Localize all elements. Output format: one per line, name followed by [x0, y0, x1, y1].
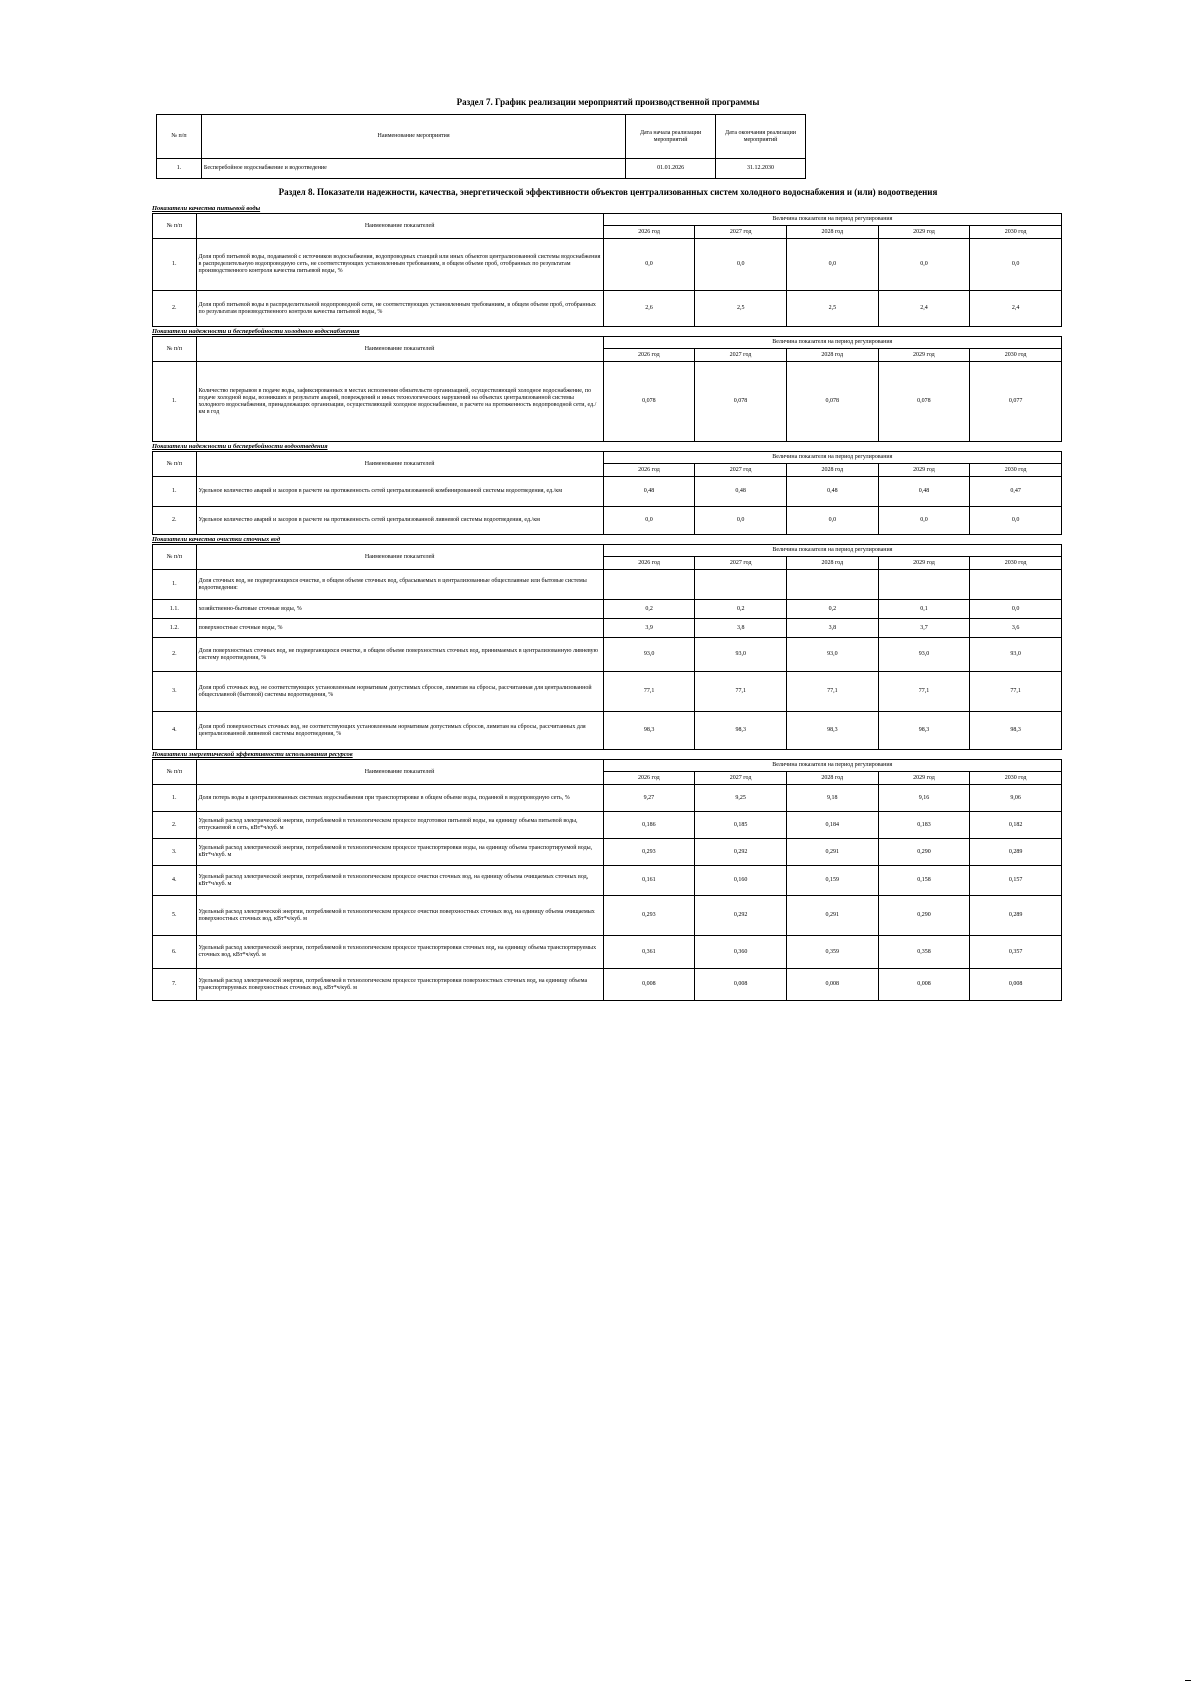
indicator-value: 0,078 [878, 362, 970, 442]
table-row [153, 600, 1062, 619]
year-header: 2028 год [786, 464, 878, 477]
indicator-value: 2,5 [787, 291, 879, 327]
table-row [153, 570, 1062, 600]
table-row [153, 507, 1062, 535]
indicator-value: 98,3 [878, 712, 970, 750]
schedule-end-header: Дата окончания реализации мероприятий [716, 115, 806, 159]
indicator-value [970, 570, 1062, 600]
indicator-value: 0,48 [878, 477, 970, 507]
indicator-value: 0,2 [603, 600, 695, 619]
row-number: 1. [153, 477, 197, 507]
indicator-name: Доля проб питьевой воды, подаваемой с источников водоснабжения, водопроводных станций или иных объектов централизованной системы водоснабжения в распределительную водопроводную сеть, не соответствующих установленным требованиям, в общем объеме проб, отобранных по результатам производственного контроля качества питьевой воды, % [196, 239, 603, 291]
indicator-value: 9,25 [695, 785, 787, 812]
row-number: 2. [153, 291, 197, 327]
table-row [153, 866, 1062, 896]
year-header: 2028 год [787, 557, 879, 570]
indicator-table [152, 544, 1062, 750]
indicator-value: 93,0 [970, 638, 1062, 672]
indicator-table [152, 451, 1062, 535]
table-row [153, 812, 1062, 839]
indicator-name: Доля поверхностных сточных вод, не подвергающихся очистке, в общем объеме поверхностных сточных вод, принимаемых в централизованную ливневую систему водоотведения, % [196, 638, 603, 672]
schedule-row-num: 1. [157, 159, 202, 179]
schedule-row [157, 159, 806, 179]
year-header: 2030 год [970, 772, 1062, 785]
indicator-value: 0,291 [786, 896, 878, 936]
indicator-value: 0,48 [603, 477, 695, 507]
indicator-value: 0,290 [878, 896, 970, 936]
row-number: 1. [153, 785, 197, 812]
indicator-value: 93,0 [787, 638, 879, 672]
indicator-value [787, 570, 879, 600]
indicator-value: 0,291 [786, 839, 878, 866]
indicator-name: Доля потерь воды в централизованных системах водоснабжения при транспортировке в общем объеме воды, поданной в водопроводную сеть, % [196, 785, 603, 812]
table-row [153, 477, 1062, 507]
year-header: 2027 год [695, 226, 787, 239]
num-header: № п/п [153, 214, 197, 239]
indicator-name: Удельное количество аварий и засоров в расчете на протяженность сетей централизованной ливневой системы водоотведения, ед./км [196, 507, 603, 535]
year-header: 2028 год [787, 226, 879, 239]
indicator-value: 0,361 [603, 936, 695, 969]
table-row [153, 362, 1062, 442]
indicator-table-caption: Показатели качества питьевой воды [152, 205, 261, 212]
row-number: 6. [153, 936, 197, 969]
indicator-value: 98,3 [787, 712, 879, 750]
year-header: 2028 год [786, 772, 878, 785]
indicator-value: 2,5 [695, 291, 787, 327]
row-number: 4. [153, 712, 197, 750]
year-header: 2030 год [970, 226, 1062, 239]
table-row [153, 785, 1062, 812]
indicator-value: 93,0 [695, 638, 787, 672]
indicator-name: Удельный расход электрической энергии, потребляемой в технологическом процессе транспортировки воды, на единицу объема транспортируемой воды, кВт*ч/куб. м [196, 839, 603, 866]
schedule-row-name: Бесперебойное водоснабжение и водоотведение [201, 159, 625, 179]
num-header: № п/п [153, 452, 197, 477]
indicator-name: Удельный расход электрической энергии, потребляемой в технологическом процессе очистки поверхностных сточных вод, на единицу объема очищаемых поверхностных сточных вод, кВт*ч/куб. м [196, 896, 603, 936]
indicator-value: 0,0 [786, 507, 878, 535]
page-edge-mark [1185, 1680, 1191, 1681]
indicator-value: 0,0 [603, 507, 695, 535]
indicator-name: Количество перерывов в подаче воды, зафиксированных в местах исполнения обязательств организацией, осуществляющей холодное водоснабжение, по подаче холодной воды, возникших в результате аварий, повреждений и иных технологических нарушений на объектах централизованной системы холодного водоснабжения, принадлежащих организации, осуществляющей холодное водоснабжение, в расчете на протяженность водопроводной сети, ед./км в год [196, 362, 603, 442]
table-row [153, 896, 1062, 936]
indicator-value: 0,0 [970, 507, 1062, 535]
name-header: Наименование показателей [196, 337, 603, 362]
indicator-value: 0,078 [695, 362, 787, 442]
section7-title: Раздел 7. График реализации мероприятий производственной программы [456, 97, 760, 107]
row-number: 3. [153, 839, 197, 866]
indicator-value: 0,1 [878, 600, 970, 619]
indicator-value [603, 570, 695, 600]
indicator-value: 0,292 [695, 896, 787, 936]
indicator-value: 98,3 [603, 712, 695, 750]
indicator-value: 0,184 [786, 812, 878, 839]
indicator-value: 0,0 [970, 600, 1062, 619]
indicator-value: 0,077 [970, 362, 1062, 442]
year-header: 2030 год [970, 464, 1062, 477]
indicator-table-caption: Показатели надежности и бесперебойности водоотведения [152, 443, 328, 450]
indicator-value: 93,0 [603, 638, 695, 672]
indicator-table-caption: Показатели энергетической эффективности использования ресурсов [152, 751, 353, 758]
year-header: 2026 год [603, 772, 695, 785]
row-number: 5. [153, 896, 197, 936]
row-number: 1.1. [153, 600, 197, 619]
indicator-value: 2,6 [603, 291, 695, 327]
schedule-name-header: Наименование мероприятия [201, 115, 625, 159]
row-number: 4. [153, 866, 197, 896]
year-header: 2027 год [695, 772, 787, 785]
table-row [153, 638, 1062, 672]
indicator-value: 0,186 [603, 812, 695, 839]
indicator-value: 0,0 [878, 239, 970, 291]
period-header: Величина показателя на период регулирования [603, 214, 1061, 226]
year-header: 2026 год [603, 557, 695, 570]
row-number: 1. [153, 362, 197, 442]
indicator-value: 0,159 [786, 866, 878, 896]
indicator-value: 77,1 [787, 672, 879, 712]
name-header: Наименование показателей [196, 214, 603, 239]
year-header: 2027 год [695, 349, 787, 362]
num-header: № п/п [153, 337, 197, 362]
indicator-value: 0,008 [695, 969, 787, 1001]
year-header: 2030 год [970, 557, 1062, 570]
indicator-value: 3,8 [787, 619, 879, 638]
indicator-value: 0,358 [878, 936, 970, 969]
period-header: Величина показателя на период регулирования [603, 760, 1061, 772]
schedule-start-header: Дата начала реализации мероприятий [626, 115, 716, 159]
table-row [153, 672, 1062, 712]
indicator-value: 0,0 [695, 507, 787, 535]
year-header: 2027 год [695, 464, 787, 477]
schedule-table [156, 114, 806, 179]
indicator-value [695, 570, 787, 600]
indicator-value: 0,0 [603, 239, 695, 291]
indicator-value: 0,290 [878, 839, 970, 866]
indicator-value: 0,008 [786, 969, 878, 1001]
schedule-row-start: 01.01.2026 [626, 159, 716, 179]
schedule-row-end: 31.12.2030 [716, 159, 806, 179]
indicator-value: 0,157 [970, 866, 1062, 896]
row-number: 7. [153, 969, 197, 1001]
indicator-value: 0,293 [603, 896, 695, 936]
period-header: Величина показателя на период регулирования [603, 337, 1062, 349]
indicator-value: 3,6 [970, 619, 1062, 638]
indicator-value: 0,2 [787, 600, 879, 619]
indicator-value: 0,292 [695, 839, 787, 866]
indicator-value: 0,357 [970, 936, 1062, 969]
indicator-table [152, 213, 1062, 327]
table-row [153, 839, 1062, 866]
year-header: 2030 год [970, 349, 1062, 362]
indicator-value: 0,008 [603, 969, 695, 1001]
indicator-value: 0,359 [786, 936, 878, 969]
indicator-value: 9,18 [786, 785, 878, 812]
row-number: 1. [153, 239, 197, 291]
section8-title: Раздел 8. Показатели надежности, качества, энергетической эффективности объектов централизованных систем холодного водоснабжения и (или) водоотведения [278, 187, 938, 197]
table-row [153, 969, 1062, 1001]
indicator-name: Удельный расход электрической энергии, потребляемой в технологическом процессе транспортировки сточных вод, на единицу объема транспортируемых сточных вод, кВт*ч/куб. м [196, 936, 603, 969]
indicator-value: 3,9 [603, 619, 695, 638]
indicator-value: 0,160 [695, 866, 787, 896]
year-header: 2029 год [878, 772, 970, 785]
indicator-value: 9,06 [970, 785, 1062, 812]
row-number: 2. [153, 812, 197, 839]
indicator-value: 77,1 [603, 672, 695, 712]
indicator-value: 0,158 [878, 866, 970, 896]
year-header: 2028 год [786, 349, 878, 362]
indicator-value: 77,1 [695, 672, 787, 712]
indicator-value: 77,1 [878, 672, 970, 712]
indicator-value: 0,078 [603, 362, 695, 442]
indicator-name: Удельный расход электрической энергии, потребляемой в технологическом процессе транспортировки поверхностных сточных вод, на единицу объема транспортируемых поверхностных сточных вод, кВт*ч/куб. м [196, 969, 603, 1001]
indicator-value: 0,0 [970, 239, 1062, 291]
schedule-num-header: № п/п [157, 115, 202, 159]
name-header: Наименование показателей [196, 452, 603, 477]
indicator-value: 0,47 [970, 477, 1062, 507]
indicator-value: 9,27 [603, 785, 695, 812]
year-header: 2026 год [603, 464, 695, 477]
indicator-name: хозяйственно-бытовые сточные воды, % [196, 600, 603, 619]
indicator-value: 2,4 [970, 291, 1062, 327]
indicator-value: 0,185 [695, 812, 787, 839]
indicator-value: 0,008 [970, 969, 1062, 1001]
indicator-name: Доля сточных вод, не подвергающихся очистке, в общем объеме сточных вод, сбрасываемых в централизованные общесплавные или бытовые системы водоотведения: [196, 570, 603, 600]
indicator-table [152, 759, 1062, 1001]
indicator-value: 2,4 [878, 291, 970, 327]
indicator-value: 0,008 [878, 969, 970, 1001]
indicator-value: 0,360 [695, 936, 787, 969]
indicator-table [152, 336, 1062, 442]
indicator-value: 0,48 [695, 477, 787, 507]
table-row [153, 936, 1062, 969]
row-number: 3. [153, 672, 197, 712]
row-number: 2. [153, 507, 197, 535]
indicator-value: 0,161 [603, 866, 695, 896]
indicator-value: 77,1 [970, 672, 1062, 712]
indicator-table-caption: Показатели надежности и бесперебойности холодного водоснабжения [152, 328, 360, 335]
row-number: 2. [153, 638, 197, 672]
indicator-value: 0,289 [970, 896, 1062, 936]
indicator-value: 0,48 [786, 477, 878, 507]
table-row [153, 239, 1062, 291]
indicator-value: 3,7 [878, 619, 970, 638]
indicator-name: поверхностные сточные воды, % [196, 619, 603, 638]
row-number: 1. [153, 570, 197, 600]
indicator-value: 0,2 [695, 600, 787, 619]
indicator-name: Доля проб сточных вод, не соответствующих установленным нормативам допустимых сбросов, лимитам на сбросы, рассчитанная для централизованной общесплавной (бытовой) системы водоотведения, % [196, 672, 603, 712]
document-page [152, 96, 1064, 1001]
indicator-value: 0,183 [878, 812, 970, 839]
indicator-table-caption: Показатели качества очистки сточных вод [152, 536, 281, 543]
row-number: 1.2. [153, 619, 197, 638]
indicator-value: 0,0 [787, 239, 879, 291]
indicator-value: 0,289 [970, 839, 1062, 866]
table-row [153, 712, 1062, 750]
indicator-value [878, 570, 970, 600]
indicator-value: 0,293 [603, 839, 695, 866]
indicator-value: 0,078 [786, 362, 878, 442]
year-header: 2026 год [603, 349, 695, 362]
table-row [153, 619, 1062, 638]
period-header: Величина показателя на период регулирования [603, 452, 1061, 464]
indicator-name: Удельное количество аварий и засоров в расчете на протяженность сетей централизованной комбинированной системы водоотведения, ед./км [196, 477, 603, 507]
indicator-value: 0,182 [970, 812, 1062, 839]
year-header: 2029 год [878, 349, 970, 362]
num-header: № п/п [153, 545, 197, 570]
year-header: 2029 год [878, 464, 970, 477]
indicator-value: 0,0 [878, 507, 970, 535]
indicator-value: 98,3 [970, 712, 1062, 750]
indicator-value: 98,3 [695, 712, 787, 750]
indicator-value: 3,8 [695, 619, 787, 638]
year-header: 2029 год [878, 226, 970, 239]
indicator-name: Доля проб поверхностных сточных вод, не соответствующих установленным нормативам допустимых сбросов, лимитам на сбросы, рассчитанных для централизованной ливневой системы водоотведения, % [196, 712, 603, 750]
name-header: Наименование показателей [196, 545, 603, 570]
year-header: 2029 год [878, 557, 970, 570]
name-header: Наименование показателей [196, 760, 603, 785]
year-header: 2027 год [695, 557, 787, 570]
year-header: 2026 год [603, 226, 695, 239]
period-header: Величина показателя на период регулирования [603, 545, 1061, 557]
num-header: № п/п [153, 760, 197, 785]
indicator-tables [152, 204, 1064, 1001]
indicator-value: 9,16 [878, 785, 970, 812]
table-row [153, 291, 1062, 327]
indicator-value: 0,0 [695, 239, 787, 291]
indicator-name: Удельный расход электрической энергии, потребляемой в технологическом процессе подготовки питьевой воды, на единицу объема питьевой воды, отпускаемой в сеть, кВт*ч/куб. м [196, 812, 603, 839]
indicator-name: Доля проб питьевой воды в распределительной водопроводной сети, не соответствующих установленным требованиям, в общем объеме проб, отобранных по результатам производственного контроля качества питьевой воды, % [196, 291, 603, 327]
indicator-name: Удельный расход электрической энергии, потребляемой в технологическом процессе очистки сточных вод, на единицу объема очищаемых сточных вод, кВт*ч/куб. м [196, 866, 603, 896]
indicator-value: 93,0 [878, 638, 970, 672]
